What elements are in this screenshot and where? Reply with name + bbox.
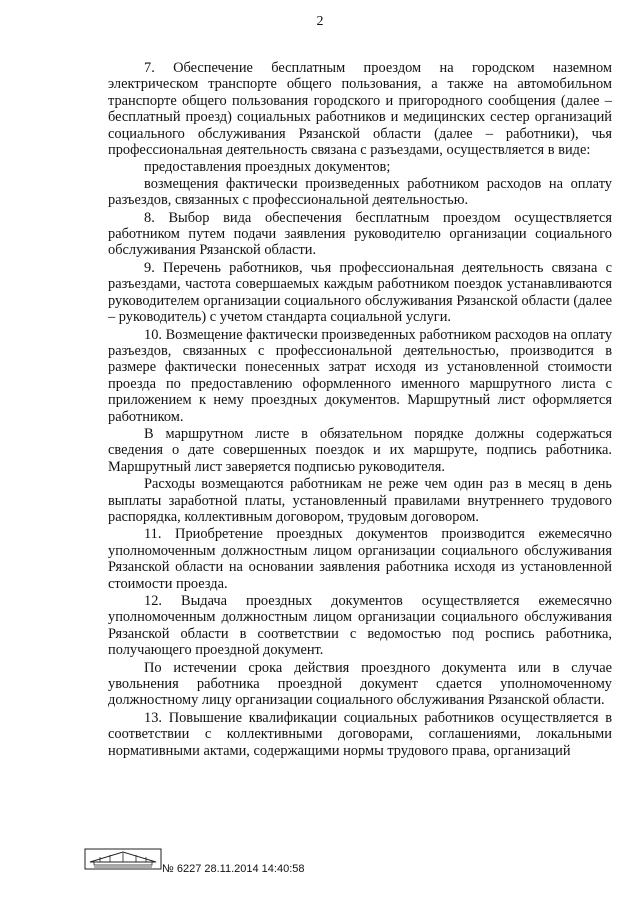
government-building-stamp <box>84 848 162 870</box>
paragraph-12: 12. Выдача проездных документов осуществляется ежемесячно уполномоченным должностным лицом организации социального обслуживания Рязанской области в соответствии с ведомостью под роспись работника, получающего проездной документ. <box>108 593 612 659</box>
document-body <box>108 60 612 760</box>
page-number: 2 <box>316 14 324 29</box>
paragraph-document-return: По истечении срока действия проездного документа или в случае увольнения работника проездной документ сдается уполномоченному должностному лицу организации социального обслуживания Рязанской области. <box>108 659 612 709</box>
list-item-expense-reimbursement: возмещения фактически произведенных работником расходов на оплату разъездов, связанных с профессиональной деятельностью. <box>108 175 612 209</box>
paragraph-11: 11. Приобретение проездных документов производится ежемесячно уполномоченным должностным лицом организации социального обслуживания Рязанской области на основании заявления работника исходя из установленной стоимости проезда. <box>108 526 612 592</box>
paragraph-8: 8. Выбор вида обеспечения бесплатным проездом осуществляется работником путем подачи заявления руководителю организации социального обслуживания Рязанской области. <box>108 209 612 259</box>
paragraph-10: 10. Возмещение фактически произведенных работником расходов на оплату разъездов, связанных с профессиональной деятельностью, производится в размере фактически понесенных затрат исходя из установленной стоимости проезда по предоставлению оформленного именного маршрутного листа с приложением к нему проездных документов. Маршрутный лист оформляется работником. <box>108 326 613 425</box>
paragraph-13: 13. Повышение квалификации социальных работников осуществляется в соответствии с коллективными договорами, соглашениями, локальными нормативными актами, содержащими нормы трудового права, организаций <box>108 709 612 759</box>
paragraph-route-sheet: В маршрутном листе в обязательном порядке должны содержаться сведения о дате совершенных поездок и их маршруте, подпись работника. Маршрутный лист заверяется подписью руководителя. <box>108 425 612 475</box>
paragraph-9: 9. Перечень работников, чья профессиональная деятельность связана с разъездами, частота совершаемых каждым работником поездок устанавливаются руководителем организации социального обслуживания Рязанской области (далее – руководитель) с учетом стандарта социальной услуги. <box>108 259 612 326</box>
list-item-travel-documents: предоставления проездных документов; <box>144 159 391 176</box>
paragraph-reimbursement-schedule: Расходы возмещаются работникам не реже чем один раз в месяц в день выплаты заработной платы, установленный правилами внутреннего трудового распорядка, коллективным договором, трудовым договором. <box>108 476 612 525</box>
paragraph-7: 7. Обеспечение бесплатным проездом на городском наземном электрическом транспорте общего пользования, а также на автомобильном транспорте общего пользования городского и пригородного сообщения (далее – бесплатный проезд) социальных работников и медицинских сестер организаций социального обслуживания Рязанской области (далее – работники), чья профессиональная деятельность связана с разъездами, осуществляется в виде: <box>108 60 612 159</box>
document-registration-line: № 6227 28.11.2014 14:40:58 <box>162 863 305 875</box>
